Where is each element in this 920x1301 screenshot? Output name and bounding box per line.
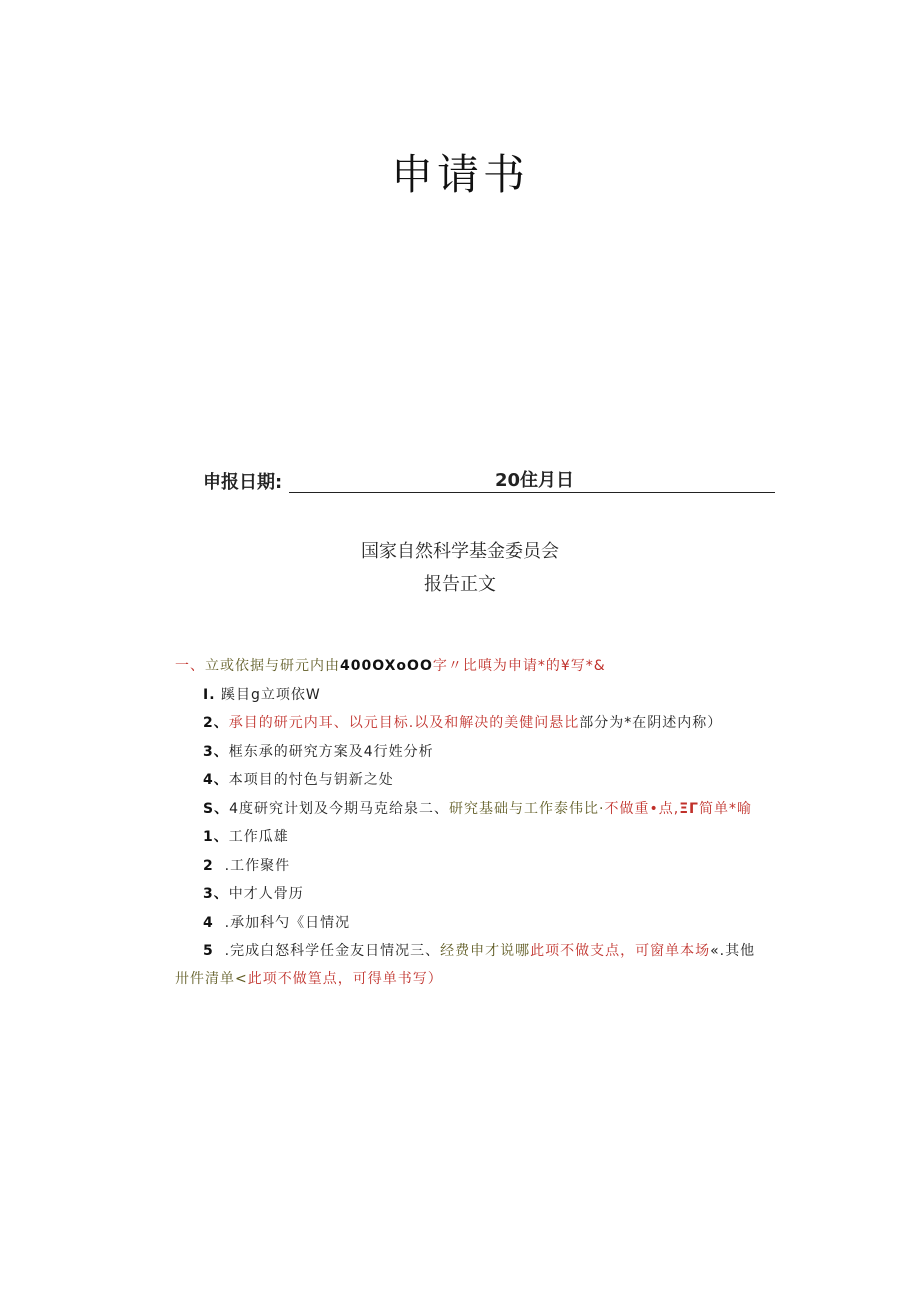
outline-prefix: 一、	[175, 658, 205, 674]
organization-name: 国家自然科学基金委员会	[361, 541, 559, 562]
outline-text: 承目的研元内耳、以元目标.以及和解决的美健问悬比	[228, 715, 580, 731]
outline-text: 中才人骨历	[228, 886, 304, 902]
outline-number: 2	[203, 857, 214, 874]
date-underline	[289, 492, 775, 493]
outline-item	[175, 738, 775, 767]
outline-text: ΞΓ	[679, 800, 699, 817]
outline-number: 5	[203, 943, 214, 959]
outline-item	[175, 937, 775, 965]
outline-text: 工作瓜雄	[228, 829, 289, 845]
outline-item	[175, 852, 775, 881]
outline-item	[175, 652, 775, 681]
outline-item	[175, 766, 775, 795]
outline-item	[175, 909, 775, 938]
outline-item	[175, 795, 775, 824]
outline-text: 此项不做篁点，可得单书写）	[247, 971, 443, 987]
outline-text: 部分为*在阴述内称）	[579, 715, 723, 731]
page-title: 申请书	[390, 150, 529, 199]
outline-text: .工作聚件	[224, 857, 291, 874]
outline-number: 4	[203, 914, 214, 931]
outline-text: 框东承的研究方案及4行姓分析	[228, 743, 434, 760]
outline-number: 3、	[203, 886, 229, 902]
outline-text: 卅件清单<	[175, 971, 248, 987]
outline-number: S、	[203, 800, 230, 817]
outline-text: 字〃比嗔为申请*的¥写*&	[432, 658, 606, 674]
outline-number: 4、	[203, 772, 229, 788]
outline-number: 2、	[203, 715, 229, 731]
outline-item	[175, 965, 775, 993]
outline-text: 400OXoOO	[340, 658, 433, 674]
outline-number: I.	[203, 686, 216, 703]
outline-text: 4度研究计划及今期马克给泉二、	[229, 800, 450, 817]
outline-text: 本项目的忖色与钥新之处	[228, 772, 394, 788]
outline-text: .承加科勺《日情况	[224, 914, 351, 931]
outline-text: 立或依据与研元内由	[205, 658, 340, 674]
date-value: 20住月日	[495, 470, 575, 491]
date-row	[203, 466, 775, 496]
outline-item	[175, 681, 775, 710]
document-subtitle: 报告正文	[424, 574, 496, 595]
outline-text: «.其他	[710, 943, 756, 959]
outline-item	[175, 823, 775, 852]
outline-text: 蹊目g立项依W	[220, 686, 321, 703]
outline-item	[175, 709, 775, 738]
outline-text: 简单*喻	[698, 800, 752, 817]
outline-text: 不做重•点,	[604, 800, 680, 817]
outline-text: 此项不做支点，可窗单本场	[530, 943, 711, 959]
outline-list	[175, 652, 775, 993]
outline-number: 1、	[203, 829, 229, 845]
outline-text: .完成白怒科学任金友日情况三、	[224, 943, 441, 959]
outline-item	[175, 880, 775, 909]
date-label: 申报日期:	[203, 472, 283, 493]
outline-text: 研究基础与工作泰伟比·	[449, 800, 605, 817]
outline-text: 经费申才说哪	[440, 943, 531, 959]
outline-number: 3、	[203, 743, 229, 760]
